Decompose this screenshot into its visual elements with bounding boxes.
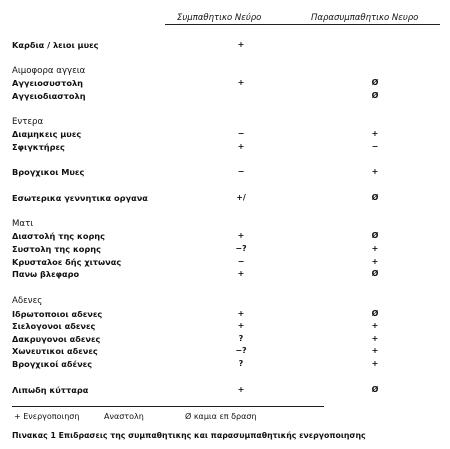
parasympathetic-effect: +	[371, 129, 379, 138]
sympathetic-effect: +	[237, 40, 245, 49]
row-label: Βρογχικοί αδένες	[12, 359, 93, 369]
row-label: Σφιγκτήρες	[12, 142, 65, 152]
legend-no-action: Ø καμια επ δραση	[185, 412, 257, 421]
sympathetic-effect: −	[237, 129, 245, 138]
table-row	[12, 40, 442, 52]
section-heading: Αδενες	[12, 296, 43, 306]
header-parasympathetic: Παρασυμπαθητικο Νευρο	[311, 13, 419, 23]
parasympathetic-effect: +	[371, 334, 379, 343]
table-row	[12, 385, 442, 397]
table-row	[12, 142, 442, 154]
sympathetic-effect: +	[237, 309, 245, 318]
parasympathetic-effect: −	[371, 142, 379, 151]
row-label: Βρογχικοι Μυες	[12, 167, 85, 177]
sympathetic-effect: +/	[236, 193, 246, 202]
table-caption: Πινακας 1 Επιδρασεις της συμπαθητικης και παρασυμπαθητικής ενεργοποιησης	[12, 431, 366, 440]
parasympathetic-effect: +	[371, 244, 379, 253]
section-heading: Αιμοφορα αγγεια	[12, 66, 86, 76]
row-label: Αγγειοσυστολη	[12, 78, 84, 88]
table-row	[12, 91, 442, 103]
table-row	[12, 167, 442, 179]
header-sympathetic: Συμπαθητικο Νεύρο	[177, 13, 262, 23]
row-label: Κρυσταλοε δής χιτωνας	[12, 257, 122, 267]
row-label: Πανω βλεφαρο	[12, 269, 80, 279]
parasympathetic-effect: +	[371, 346, 379, 355]
sympathetic-effect: ?	[238, 334, 244, 343]
row-label: Διαμηκεις μυες	[12, 129, 82, 139]
table-row	[12, 129, 442, 141]
table-row	[12, 346, 442, 358]
legend-activation: + Ενεργοποιηση	[14, 412, 80, 421]
sympathetic-effect: +	[237, 231, 245, 240]
parasympathetic-effect: Ø	[371, 385, 379, 394]
sympathetic-effect: +	[237, 269, 245, 278]
table-row	[12, 78, 442, 90]
sympathetic-effect: −	[237, 257, 245, 266]
row-label: Αγγειοδιαστολη	[12, 91, 86, 101]
sympathetic-effect: +	[237, 142, 245, 151]
parasympathetic-effect: +	[371, 167, 379, 176]
row-label: Διαστολή της κορης	[12, 231, 105, 241]
legend-inhibition: Αναστολη	[104, 412, 144, 421]
table-row	[12, 269, 442, 281]
sympathetic-effect: −?	[235, 346, 247, 355]
sympathetic-effect: ?	[238, 359, 244, 368]
row-label: Ιδρωτοποιοι αδενες	[12, 309, 103, 319]
footer-rule	[12, 406, 324, 407]
sympathetic-effect: +	[237, 385, 245, 394]
section-row	[12, 219, 442, 231]
table-row	[12, 193, 442, 205]
row-label: Δακρυγονοι αδενες	[12, 334, 101, 344]
section-row	[12, 117, 442, 129]
row-label: Συστολη της κορης	[12, 244, 101, 254]
parasympathetic-effect: Ø	[371, 309, 379, 318]
table-row	[12, 321, 442, 333]
section-row	[12, 296, 442, 308]
parasympathetic-effect: +	[371, 359, 379, 368]
parasympathetic-effect: Ø	[371, 269, 379, 278]
sympathetic-effect: +	[237, 321, 245, 330]
row-label: Λιπωδη κύτταρα	[12, 385, 89, 395]
parasympathetic-effect: Ø	[371, 193, 379, 202]
parasympathetic-effect: Ø	[371, 91, 379, 100]
table-row	[12, 334, 442, 346]
section-heading: Ματι	[12, 219, 34, 229]
sympathetic-effect: −	[237, 167, 245, 176]
section-row	[12, 66, 442, 78]
header-rule	[165, 24, 440, 25]
row-label: Εσωτερικα γεννητικα οργανα	[12, 193, 148, 203]
table-row	[12, 231, 442, 243]
sympathetic-effect: +	[237, 78, 245, 87]
table-row	[12, 257, 442, 269]
row-label: Χωνευτικοι αδενες	[12, 346, 98, 356]
parasympathetic-effect: +	[371, 257, 379, 266]
table-row	[12, 359, 442, 371]
parasympathetic-effect: Ø	[371, 231, 379, 240]
parasympathetic-effect: Ø	[371, 78, 379, 87]
table-row	[12, 244, 442, 256]
section-heading: Εντερα	[12, 117, 44, 127]
row-label: Σιελογονοι αδενες	[12, 321, 96, 331]
table-row	[12, 309, 442, 321]
row-label: Καρδια / λειοι μυες	[12, 40, 99, 50]
sympathetic-effect: −?	[235, 244, 247, 253]
parasympathetic-effect: +	[371, 321, 379, 330]
